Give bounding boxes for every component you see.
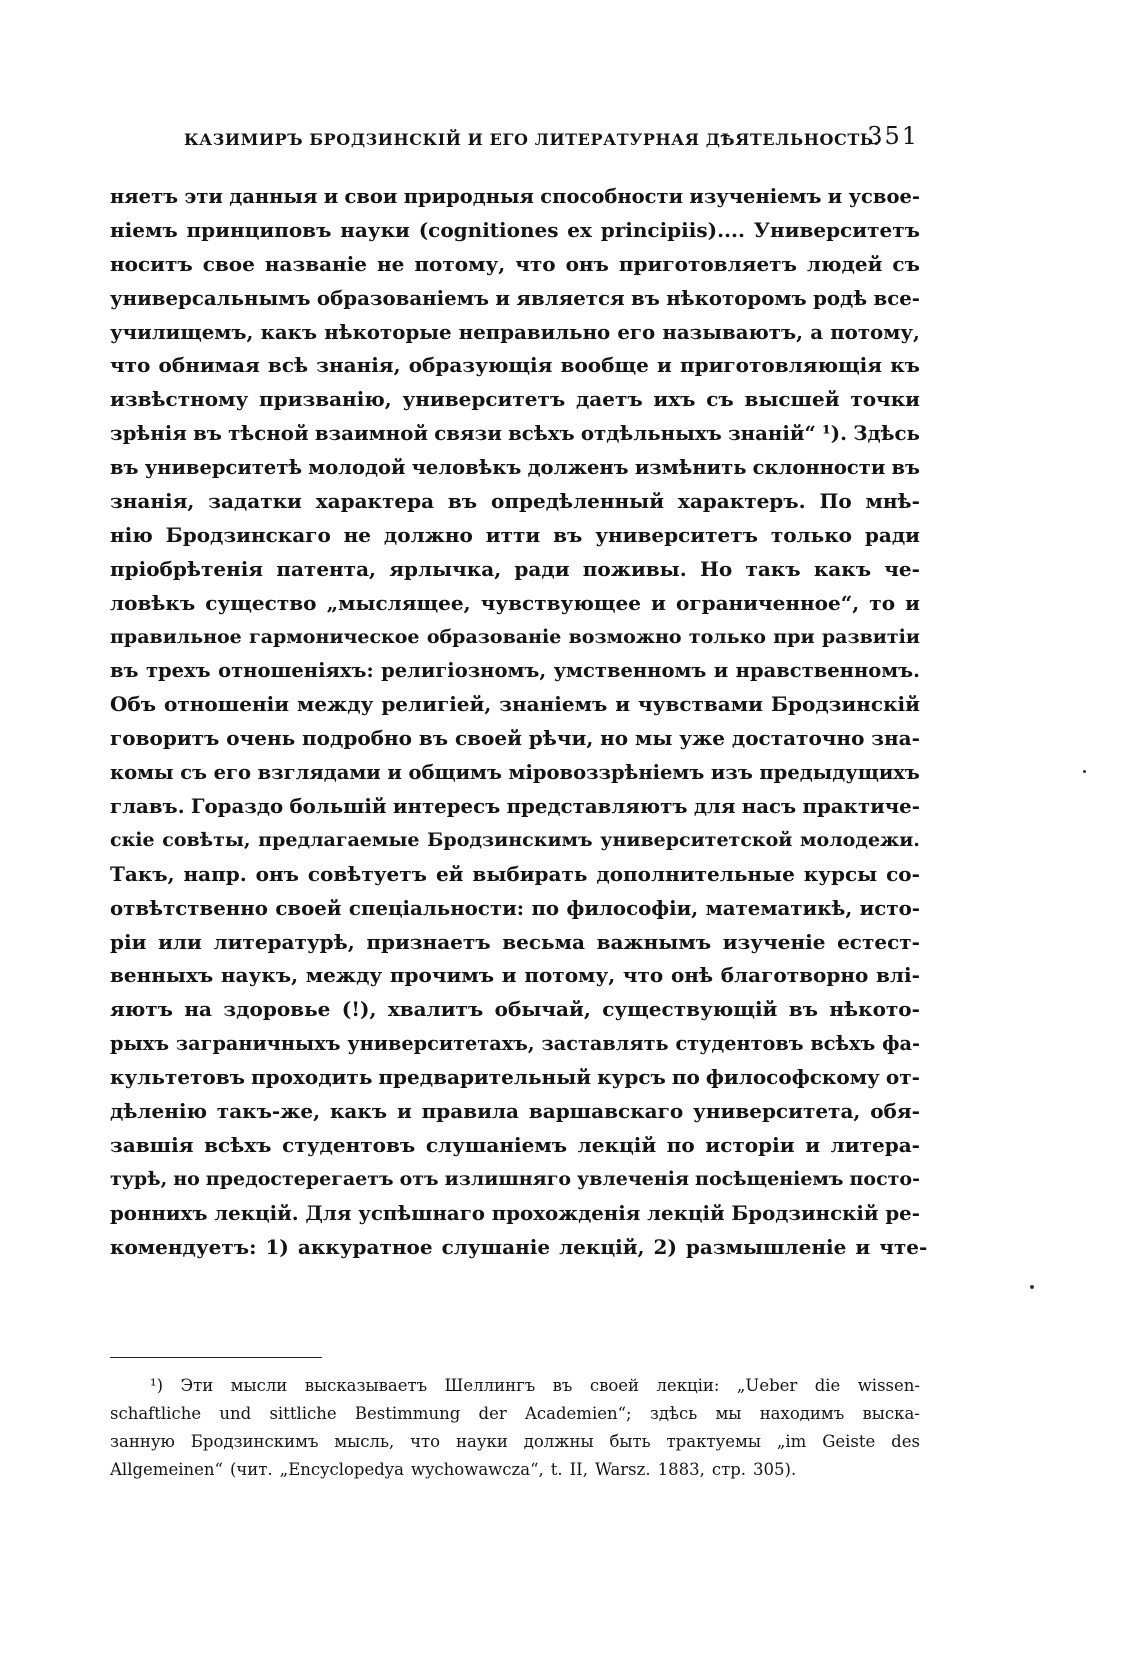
text-line: въ трехъ отношеніяхъ: религіозномъ, умственномъ и нравственномъ. <box>110 659 920 683</box>
text-line: няетъ эти данныя и свои природныя способности изученіемъ и усвое- <box>110 185 920 208</box>
text-line: яютъ на здоровье (!), хвалитъ обычай, существующій въ нѣкото- <box>110 997 920 1022</box>
text-line: въ университетѣ молодой человѣкъ долженъ измѣнить склонности въ <box>110 456 920 480</box>
text-line: ніемъ принциповъ науки (cognitiones ex principiis).... Университетъ <box>110 217 920 242</box>
text-line: пріобрѣтенія патента, ярлычка, ради поживы. Но такъ какъ че- <box>110 556 920 581</box>
footnote-line: schaftliche und sittliche Bestimmung der Academien“; здѣсь мы находимъ выска- <box>110 1404 920 1423</box>
text-line: зрѣнія въ тѣсной взаимной связи всѣхъ отдѣльныхъ знаній“ ¹). Здѣсь <box>110 421 920 446</box>
text-line: завшія всѣхъ студентовъ слушаніемъ лекцій по исторіи и литера- <box>110 1132 920 1157</box>
text-line: что обнимая всѣ знанія, образующія вообще и приготовляющія къ <box>110 353 920 378</box>
text-line: комендуетъ: 1) аккуратное слушаніе лекцій, 2) размышленіе и чте- <box>110 1234 928 1259</box>
text-line: училищемъ, какъ нѣкоторые неправильно его называютъ, а потому, <box>110 319 920 344</box>
text-line: извѣстному призванію, университетъ даетъ ихъ съ высшей точки <box>110 387 920 412</box>
text-line: культетовъ проходить предварительный курсъ по философскому от- <box>110 1065 920 1090</box>
footnote-divider <box>110 1357 322 1358</box>
text-line: дѣленію такъ-же, какъ и правила варшавскаго университета, обя- <box>110 1099 920 1124</box>
footnotes <box>110 1372 920 1484</box>
body-text <box>110 180 928 1265</box>
text-line: турѣ, но предостерегаетъ отъ излишняго увлеченія посѣщеніемъ посто- <box>110 1167 920 1190</box>
text-line: ріи или литературѣ, признаетъ весьма важнымъ изученіе естест- <box>110 929 920 954</box>
scan-speck <box>1030 1285 1034 1289</box>
text-line: роннихъ лекцій. Для успѣшнаго прохожденія лекцій Бродзинскій ре- <box>110 1200 920 1225</box>
text-line: универсальнымъ образованіемъ и является въ нѣкоторомъ родѣ все- <box>110 285 920 310</box>
text-line: главъ. Гораздо большій интересъ представляютъ для насъ практиче- <box>110 794 920 819</box>
text-line: венныхъ наукъ, между прочимъ и потому, что онѣ благотворно влі- <box>110 963 920 988</box>
text-line: Такъ, напр. онъ совѣтуетъ ей выбирать дополнительные курсы со- <box>110 861 920 886</box>
text-line: Объ отношеніи между религіей, знаніемъ и чувствами Бродзинскій <box>110 692 920 717</box>
running-title: КАЗИМИРЪ БРОДЗИНСКІЙ И ЕГО ЛИТЕРАТУРНАЯ ДѢЯТЕЛЬНОСТЬ. <box>184 130 880 149</box>
page-number: 351 <box>867 122 919 150</box>
footnote-line: занную Бродзинскимъ мысль, что науки должны быть трактуемы „im Geiste des <box>110 1432 920 1451</box>
footnote-line: Allgemeinen“ (чит. „Encyclopedya wychowawcza“, t. II, Warsz. 1883, стр. 305). <box>110 1460 797 1479</box>
text-line: знанія, задатки характера въ опредѣленный характеръ. По мнѣ- <box>110 489 920 514</box>
text-line: носитъ свое названіе не потому, что онъ приготовляетъ людей съ <box>110 251 920 276</box>
running-head <box>184 118 919 158</box>
scan-speck <box>1083 770 1086 773</box>
text-line: рыхъ заграничныхъ университетахъ, заставлять студентовъ всѣхъ фа- <box>110 1032 920 1056</box>
text-line: правильное гармоническое образованіе возможно только при развитіи <box>110 625 920 648</box>
text-line: отвѣтственно своей спеціальности: по философіи, математикѣ, исто- <box>110 895 920 920</box>
footnote-line: ¹) Эти мысли высказываетъ Шеллингъ въ своей лекціи: „Ueber die wissen- <box>150 1376 920 1395</box>
text-line: нію Бродзинскаго не должно итти въ университетъ только ради <box>110 522 920 547</box>
text-line: ловѣкъ существо „мыслящее, чувствующее и ограниченное“, то и <box>110 590 920 615</box>
text-line: комы съ его взглядами и общимъ міровоззрѣніемъ изъ предыдущихъ <box>110 761 920 785</box>
text-line: скіе совѣты, предлагаемые Бродзинскимъ университетской молодежи. <box>110 828 920 851</box>
text-line: говоритъ очень подробно въ своей рѣчи, но мы уже достаточно зна- <box>110 726 920 751</box>
